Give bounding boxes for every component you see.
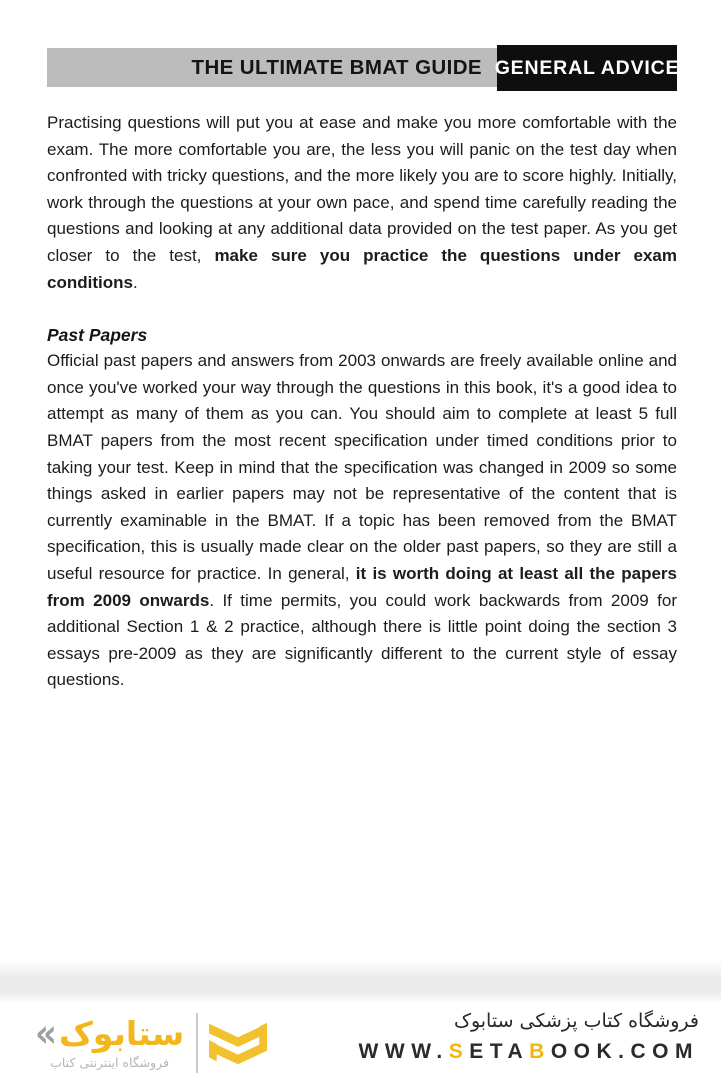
paragraph-practising: Practising questions will put you at ease and make you more comfortable with the exam. The more comfortable you are, the less you will panic on the test day when confronted with tricky questions, and the more likely you are to score highly. Initially, work through the questions at your own pace, and spend time carefully reading the questions and looking at any additional data provided on the test paper. As you get closer to the test, make sure you practice the questions under exam conditions. xyxy=(47,113,677,292)
chapter-badge: GENERAL ADVICE xyxy=(497,45,677,91)
page-body xyxy=(47,110,677,694)
logo-wordmark-block xyxy=(35,1011,185,1070)
past-papers-heading: Past Papers xyxy=(47,325,148,346)
footer xyxy=(0,1002,721,1080)
guillemet-icon: « xyxy=(35,1011,57,1058)
website-link[interactable]: WWW.SETABOOK.COM xyxy=(358,1040,699,1063)
footer-right-block xyxy=(359,1006,699,1068)
logo-wordmark-text: ستابوک xyxy=(58,1014,185,1054)
setabook-logo[interactable] xyxy=(35,1008,270,1078)
paragraph-past-papers: Official past papers and answers from 2003 onwards are freely available online and once you've worked your way through the questions in this book, it's a good idea to attempt as many of them as you can. You should aim to complete at least 5 full BMAT papers from the most recent specification under timed conditions prior to taking your test. Keep in mind that the specification was changed in 2009 so some things asked in earlier papers may not be representative of the content that is currently examinable in the BMAT. If a topic has been removed from the BMAT specification, this is usually made clear on the older past papers, so they are still a useful resource for practice. In general, it is worth doing at least all the papers from 2009 onwards. If time permits, you could work backwards from 2009 for additional Section 1 & 2 practice, although there is little point doing the section 3 essays pre-2009 as they are significantly different to the current style of essay questions. xyxy=(47,351,678,690)
chevron-emblem-icon xyxy=(206,1014,270,1072)
logo-subtitle: فروشگاه اینترنتی کتاب xyxy=(50,1054,170,1070)
store-name-persian: فروشگاه کتاب پزشکی ستابوک xyxy=(453,1010,699,1032)
page-bottom-shadow xyxy=(0,960,721,1002)
book-title: THE ULTIMATE BMAT GUIDE xyxy=(191,55,482,79)
header-banner xyxy=(47,45,680,92)
logo-divider xyxy=(196,1013,198,1073)
